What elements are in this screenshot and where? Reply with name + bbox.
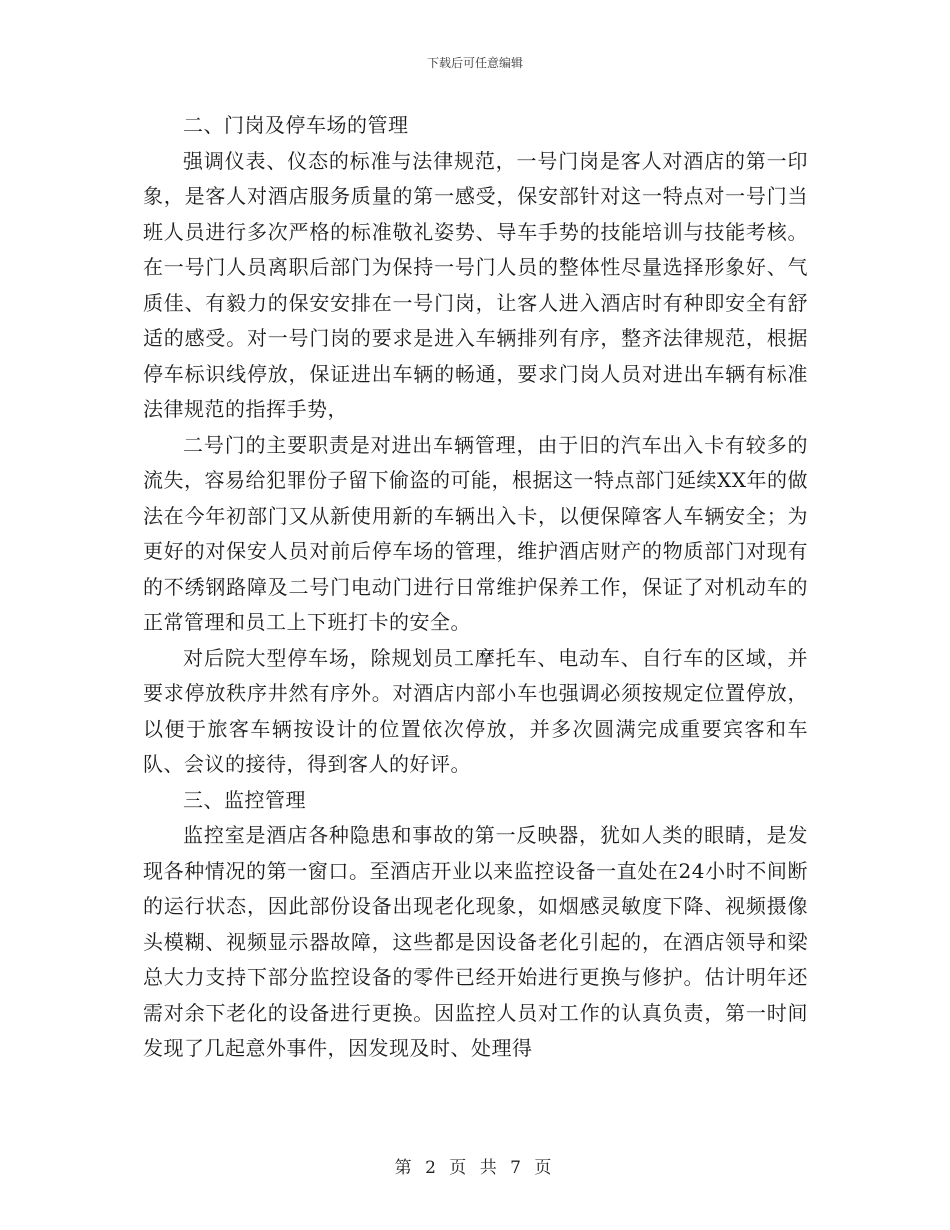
section-heading-monitoring: 三、监控管理 bbox=[183, 787, 306, 812]
header-note: 下载后可任意编辑 bbox=[426, 56, 523, 70]
page-number-footer: 第 2 页 共 7 页 bbox=[394, 1158, 556, 1178]
paragraph-gate-two: 二号门的主要职责是对进出车辆管理，由于旧的汽车出入卡有较多的流失，容易给犯罪份子留下偷盗的可能，根据这一特点部门延续XX年的做法在今年初部门又从新使用新的车辆出入卡，以便保障客人车辆安全；为更好的对保安人员对前后停车场的管理，维护酒店财产的物质部门对现有的不绣钢路障及二号门电动门进行日常维护保养工作，保证了对机动车的正常管理和员工上下班打卡的安全。 bbox=[143, 432, 808, 634]
document-body bbox=[143, 108, 808, 1067]
paragraph-monitoring-room: 监控室是酒店各种隐患和事故的第一反映器，犹如人类的眼睛，是发现各种情况的第一窗口。至酒店开业以来监控设备一直处在24小时不间断的运行状态，因此部份设备出现老化现象，如烟感灵敏度下降、视频摄像头模糊、视频显示器故障，这些都是因设备老化引起的，在酒店领导和梁总大力支持下部分监控设备的零件已经开始进行更换与修护。估计明年还需对余下老化的设备进行更换。因监控人员对工作的认真负责，第一时间发现了几起意外事件，因发现及时、处理得 bbox=[143, 823, 808, 1060]
paragraph-rear-parking: 对后院大型停车场，除规划员工摩托车、电动车、自行车的区域，并要求停放秩序井然有序外。对酒店内部小车也强调必须按规定位置停放，以便于旅客车辆按设计的位置依次停放，并多次圆满完成重要宾客和车队、会议的接待，得到客人的好评。 bbox=[143, 645, 808, 776]
paragraph-gate-one: 强调仪表、仪态的标准与法律规范，一号门岗是客人对酒店的第一印象，是客人对酒店服务质量的第一感受，保安部针对这一特点对一号门当班人员进行多次严格的标准敬礼姿势、导车手势的技能培训与技能考核。在一号门人员离职后部门为保持一号门人员的整体性尽量选择形象好、气质佳、有毅力的保安安排在一号门岗，让客人进入酒店时有种即安全有舒适的感受。对一号门岗的要求是进入车辆排列有序，整齐法律规范，根据停车标识线停放，保证进出车辆的畅通，要求门岗人员对进出车辆有标准法律规范的指挥手势， bbox=[143, 148, 808, 421]
section-heading-gate-parking: 二、门岗及停车场的管理 bbox=[183, 113, 409, 137]
